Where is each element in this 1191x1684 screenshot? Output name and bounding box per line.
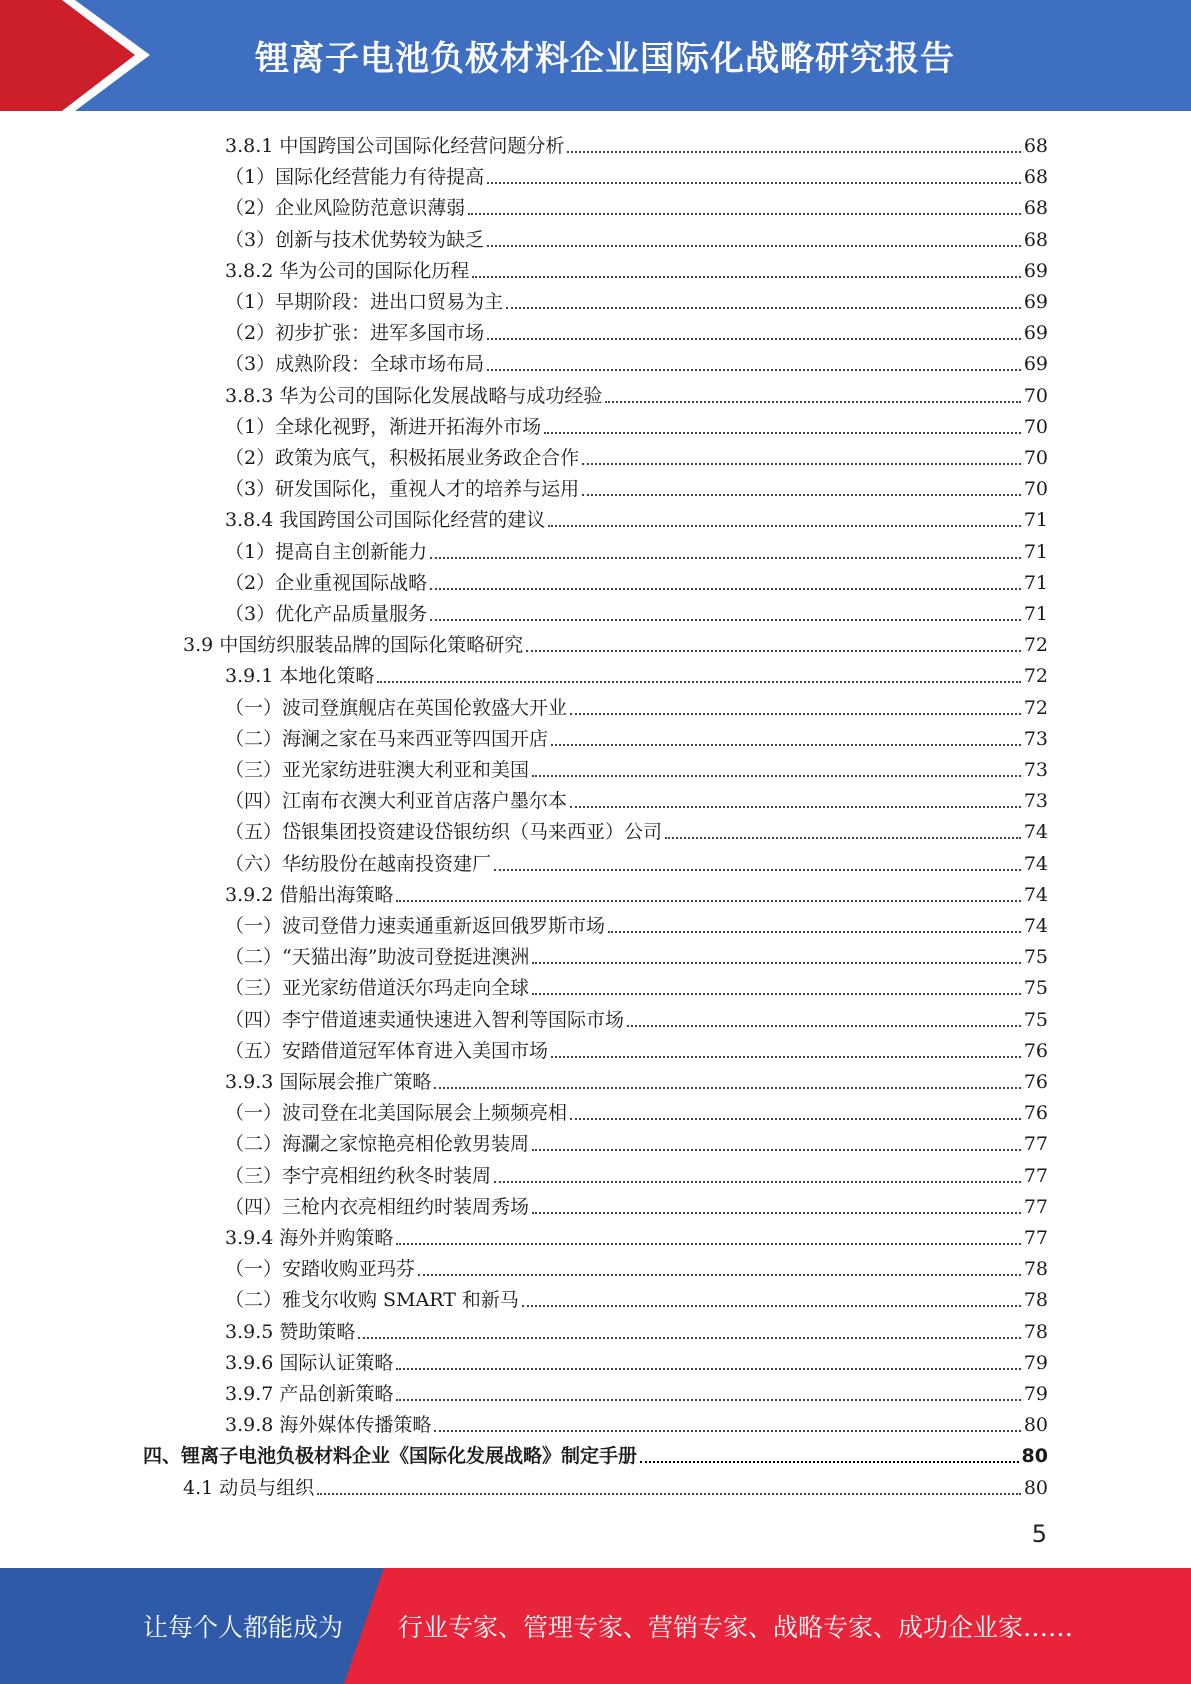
toc-leader-dots	[532, 993, 1021, 995]
toc-leader-dots	[532, 962, 1020, 964]
toc-entry-label: （2）企业风险防范意识薄弱	[225, 197, 466, 220]
toc-entry[interactable]	[225, 127, 1048, 158]
toc-entry-label: （一）波司登在北美国际展会上频频亮相	[225, 1102, 568, 1125]
toc-leader-dots	[472, 276, 1020, 278]
footer-slogan-left: 让每个人都能成为	[143, 1613, 344, 1642]
toc-leader-dots	[627, 1025, 1021, 1027]
toc-entry-label: 4.1 动员与组织	[183, 1476, 315, 1499]
toc-entry-label: （四）江南布衣澳大利亚首店落户墨尔本	[225, 790, 568, 813]
toc-entry-label: （二）海澜之家在马来西亚等四国开店	[225, 727, 549, 750]
toc-entry-page: 69	[1023, 353, 1048, 376]
toc-entry[interactable]	[225, 345, 1048, 376]
toc-entry[interactable]	[225, 1406, 1048, 1437]
toc-entry-label: （一）波司登旗舰店在英国伦敦盛大开业	[225, 696, 568, 719]
toc-entry[interactable]	[143, 1437, 1048, 1468]
toc-leader-dots	[377, 681, 1020, 683]
toc-entry[interactable]	[225, 1063, 1048, 1094]
toc-entry[interactable]	[225, 595, 1048, 626]
toc-leader-dots	[434, 1087, 1020, 1089]
toc-entry-label: 3.9.2 借船出海策略	[225, 883, 394, 906]
toc-entry-label: （1）全球化视野，渐进开拓海外市场	[225, 415, 542, 438]
toc-entry-label: （二）“天猫出海”助波司登挺进澳洲	[225, 946, 530, 969]
toc-leader-dots	[640, 1461, 1019, 1463]
toc-leader-dots	[487, 369, 1021, 371]
toc-entry[interactable]	[183, 1469, 1048, 1500]
toc-entry-label: （2）企业重视国际战略	[225, 571, 428, 594]
toc-entry-page: 74	[1023, 915, 1048, 937]
toc-entry-page: 77	[1023, 1195, 1048, 1218]
toc-entry-page: 72	[1023, 634, 1048, 657]
toc-entry-page: 73	[1023, 790, 1048, 813]
toc-leader-dots	[487, 245, 1021, 247]
toc-entry-label: （六）华纺股份在越南投资建厂	[225, 852, 492, 875]
toc-leader-dots	[430, 557, 1021, 559]
toc-leader-dots	[570, 713, 1021, 715]
toc-leader-dots	[396, 1368, 1020, 1370]
toc-entry[interactable]	[225, 938, 1048, 969]
toc-entry[interactable]	[225, 501, 1048, 532]
toc-leader-dots	[396, 1399, 1020, 1401]
toc-leader-dots	[526, 650, 1021, 652]
toc-leader-dots	[570, 806, 1021, 808]
toc-entry-label: 3.9.1 本地化策略	[225, 665, 375, 688]
toc-entry-page: 80	[1023, 1476, 1048, 1499]
toc-leader-dots	[494, 1181, 1021, 1183]
toc-entry-label: 3.8.4 我国跨国公司国际化经营的建议	[225, 509, 546, 532]
toc-entry-label: （1）提高自主创新能力	[225, 540, 428, 563]
page-number: 5	[1031, 1520, 1047, 1548]
toc-entry-page: 74	[1023, 883, 1048, 906]
toc-entry[interactable]	[225, 1001, 1048, 1032]
toc-entry[interactable]	[225, 252, 1048, 283]
toc-entry[interactable]	[225, 533, 1048, 564]
toc-entry-page: 79	[1023, 1383, 1048, 1405]
toc-entry-label: 3.9.6 国际认证策略	[225, 1351, 394, 1374]
toc-entry-label: 3.9.8 海外媒体传播策略	[225, 1414, 432, 1437]
toc-entry-page: 74	[1023, 821, 1048, 844]
toc-leader-dots	[608, 931, 1021, 933]
toc-entry-page: 76	[1023, 1071, 1048, 1093]
toc-entry[interactable]	[225, 1125, 1048, 1156]
toc-entry-label: 3.9.5 赞助策略	[225, 1320, 356, 1343]
toc-entry[interactable]	[225, 845, 1048, 876]
toc-entry-label: （一）波司登借力速卖通重新返回俄罗斯市场	[225, 915, 606, 937]
toc-entry-page: 75	[1023, 946, 1048, 969]
toc-entry[interactable]	[183, 626, 1048, 657]
toc-entry[interactable]	[225, 907, 1048, 938]
toc-leader-dots	[494, 869, 1021, 871]
toc-entry-label: 3.8.3 华为公司的国际化发展战略与成功经验	[225, 384, 603, 407]
toc-entry-page: 71	[1023, 540, 1048, 563]
toc-entry[interactable]	[225, 377, 1048, 408]
toc-leader-dots	[468, 213, 1021, 215]
toc-entry-label: 3.9.7 产品创新策略	[225, 1383, 394, 1405]
toc-leader-dots	[487, 338, 1021, 340]
toc-entry-label: 3.9.3 国际展会推广策略	[225, 1071, 432, 1093]
toc-leader-dots	[532, 775, 1021, 777]
toc-leader-dots	[506, 307, 1021, 309]
toc-leader-dots	[532, 1212, 1021, 1214]
toc-entry[interactable]	[225, 1344, 1048, 1375]
footer-slogan-right: 行业专家、管理专家、营销专家、战略专家、成功企业家……	[398, 1613, 1074, 1642]
toc-entry-page: 71	[1023, 509, 1048, 532]
toc-leader-dots	[551, 744, 1021, 746]
toc-leader-dots	[582, 463, 1021, 465]
toc-leader-dots	[317, 1493, 1021, 1495]
toc-entry-label: （一）安踏收购亚玛芬	[225, 1258, 416, 1281]
toc-entry-page: 68	[1023, 166, 1048, 189]
toc-entry-label: （二）海瀾之家惊艳亮相伦敦男装周	[225, 1133, 530, 1156]
toc-entry-page: 80	[1023, 1414, 1048, 1437]
toc-entry-label: （3）优化产品质量服务	[225, 603, 428, 625]
toc-entry-label: （五）安踏借道冠军体育进入美国市场	[225, 1039, 549, 1062]
toc-entry[interactable]	[225, 1375, 1048, 1406]
toc-entry[interactable]	[225, 782, 1048, 813]
toc-entry-page: 75	[1023, 1008, 1048, 1031]
toc-entry-label: （三）亚光家纺进驻澳大利亚和美国	[225, 759, 530, 781]
toc-entry-page: 79	[1023, 1351, 1048, 1374]
toc-entry-label: （二）雅戈尔收购 SMART 和新马	[225, 1289, 519, 1312]
toc-entry-page: 72	[1023, 696, 1048, 719]
toc-entry[interactable]	[225, 969, 1048, 1000]
toc-entry-page: 78	[1023, 1258, 1048, 1281]
toc-leader-dots	[548, 525, 1020, 527]
toc-entry-page: 76	[1023, 1039, 1048, 1062]
toc-entry[interactable]	[225, 720, 1048, 751]
toc-entry[interactable]	[225, 314, 1048, 345]
toc-entry-label: （3）成熟阶段：全球市场布局	[225, 353, 485, 376]
toc-entry-page: 77	[1023, 1227, 1048, 1249]
toc-entry-page: 73	[1023, 727, 1048, 750]
toc-entry-page: 80	[1021, 1445, 1048, 1468]
toc-entry[interactable]	[225, 689, 1048, 720]
toc-entry-label: （1）国际化经营能力有待提高	[225, 166, 485, 189]
toc-entry-label: （四）李宁借道速卖通快速进入智利等国际市场	[225, 1008, 625, 1031]
toc-entry[interactable]	[225, 283, 1048, 314]
toc-leader-dots	[582, 494, 1021, 496]
toc-entry-label: 3.9 中国纺织服装品牌的国际化策略研究	[183, 634, 524, 657]
toc-entry[interactable]	[225, 408, 1048, 439]
toc-leader-dots	[430, 588, 1021, 590]
toc-entry-page: 73	[1023, 759, 1048, 781]
toc-entry[interactable]	[225, 439, 1048, 470]
toc-entry[interactable]	[225, 221, 1048, 252]
page-header	[0, 0, 1191, 111]
toc-leader-dots	[434, 1430, 1020, 1432]
toc-entry-page: 75	[1023, 977, 1048, 1000]
toc-entry[interactable]	[225, 657, 1048, 688]
toc-entry-label: 3.9.4 海外并购策略	[225, 1227, 394, 1249]
toc-leader-dots	[396, 900, 1020, 902]
toc-entry[interactable]	[225, 1157, 1048, 1188]
toc-entry-page: 68	[1023, 228, 1048, 251]
toc-entry[interactable]	[225, 751, 1048, 782]
toc-leader-dots	[567, 151, 1020, 153]
toc-entry[interactable]	[225, 1250, 1048, 1281]
toc-entry-page: 68	[1023, 135, 1048, 157]
toc-leader-dots	[551, 1056, 1021, 1058]
toc-leader-dots	[430, 619, 1021, 621]
toc-entry-label: （2）政策为底气，积极拓展业务政企合作	[225, 447, 580, 469]
toc-entry[interactable]	[225, 189, 1048, 220]
toc-entry-page: 69	[1023, 291, 1048, 313]
toc-leader-dots	[522, 1305, 1021, 1307]
toc-entry-page: 74	[1023, 852, 1048, 875]
toc-entry-page: 69	[1023, 322, 1048, 345]
toc-entry[interactable]	[225, 876, 1048, 907]
toc-entry-page: 78	[1023, 1320, 1048, 1343]
toc-entry-page: 70	[1023, 384, 1048, 407]
toc-entry-page: 69	[1023, 259, 1048, 282]
toc-entry[interactable]	[225, 470, 1048, 501]
toc-leader-dots	[358, 1337, 1020, 1339]
toc-leader-dots	[665, 837, 1021, 839]
toc-entry-label: 3.8.2 华为公司的国际化历程	[225, 259, 470, 282]
toc-entry-page: 72	[1023, 665, 1048, 688]
toc-entry-label: （四）三枪内衣亮相纽约时装周秀场	[225, 1195, 530, 1218]
toc-entry[interactable]	[225, 1188, 1048, 1219]
toc-entry-label: （3）创新与技术优势较为缺乏	[225, 228, 485, 251]
toc-entry-label: （3）研发国际化，重视人才的培养与运用	[225, 478, 580, 501]
toc-entry[interactable]	[225, 1313, 1048, 1344]
toc-entry-label: （三）李宁亮相纽约秋冬时装周	[225, 1164, 492, 1187]
toc-leader-dots	[418, 1274, 1021, 1276]
toc-leader-dots	[570, 1118, 1021, 1120]
toc-entry-page: 77	[1023, 1133, 1048, 1156]
toc-entry[interactable]	[225, 1281, 1048, 1312]
toc-entry-page: 70	[1023, 415, 1048, 438]
toc-entry[interactable]	[225, 813, 1048, 844]
toc-leader-dots	[487, 182, 1021, 184]
toc-entry[interactable]	[225, 158, 1048, 189]
page-footer	[0, 1568, 1191, 1684]
toc-entry[interactable]	[225, 564, 1048, 595]
toc-entry-label: （2）初步扩张：进军多国市场	[225, 322, 485, 345]
toc-entry-label: 3.8.1 中国跨国公司国际化经营问题分析	[225, 135, 565, 157]
toc-entry[interactable]	[225, 1094, 1048, 1125]
toc-entry[interactable]	[225, 1219, 1048, 1250]
toc-entry-page: 70	[1023, 478, 1048, 501]
toc-entry-page: 77	[1023, 1164, 1048, 1187]
toc-leader-dots	[544, 432, 1021, 434]
toc-leader-dots	[532, 1149, 1021, 1151]
toc-leader-dots	[396, 1243, 1020, 1245]
toc-entry-page: 76	[1023, 1102, 1048, 1125]
toc-entry-page: 70	[1023, 447, 1048, 469]
toc-entry-label: （五）岱银集团投资建设岱银纺织（马来西亚）公司	[225, 821, 663, 844]
toc-entry-page: 71	[1023, 603, 1048, 625]
report-title: 锂离子电池负极材料企业国际化战略研究报告	[255, 39, 955, 79]
toc-entry-page: 68	[1023, 197, 1048, 220]
toc-entry[interactable]	[225, 1032, 1048, 1063]
toc-entry-page: 78	[1023, 1289, 1048, 1312]
toc-entry-page: 71	[1023, 571, 1048, 594]
toc-entry-label: （三）亚光家纺借道沃尔玛走向全球	[225, 977, 530, 1000]
toc-entry-label: 四、锂离子电池负极材料企业《国际化发展战略》制定手册	[143, 1445, 638, 1468]
toc-leader-dots	[605, 401, 1020, 403]
toc-entry-label: （1）早期阶段：进出口贸易为主	[225, 291, 504, 313]
